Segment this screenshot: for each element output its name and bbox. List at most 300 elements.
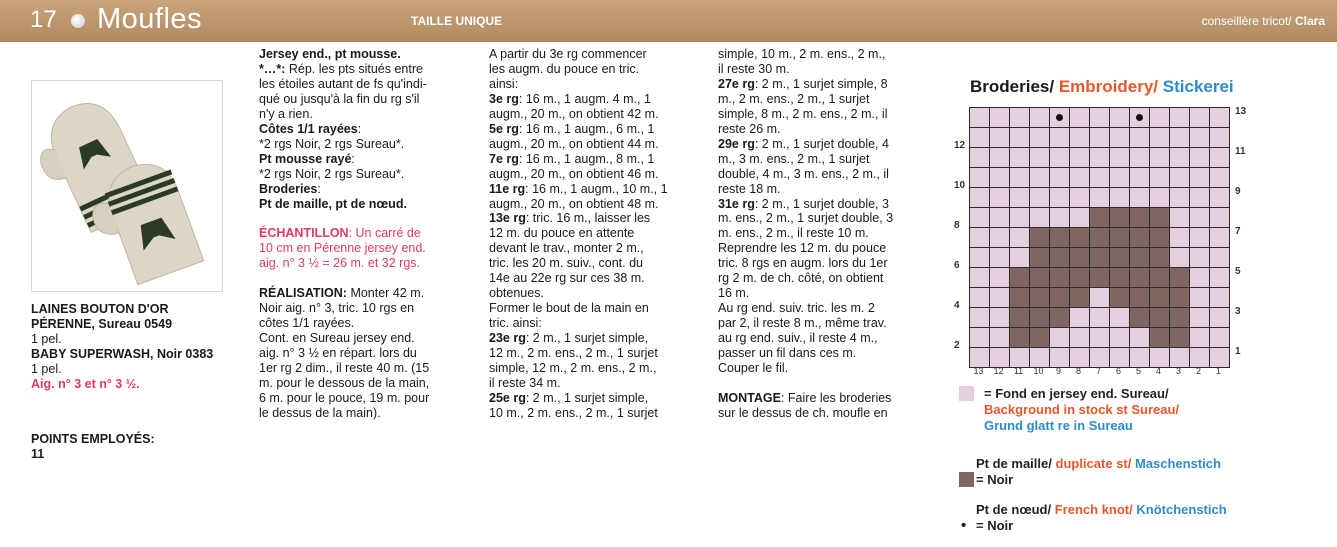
french-knot-marker (1056, 114, 1063, 121)
legend-kn-de: Knötchenstich (1136, 502, 1227, 517)
instructions-heading: RÉALISATION: (259, 286, 347, 301)
chart-cell-background (1170, 168, 1190, 188)
col3-line: sur le dessus de ch. moufle en (718, 405, 888, 420)
credit (1202, 14, 1325, 28)
chart-cell-background (1130, 328, 1150, 348)
chart-cell-background (1090, 348, 1110, 368)
gauge-heading: ÉCHANTILLON (259, 226, 349, 241)
col2-line: obtenues. (489, 286, 544, 301)
chart-cell-background (1010, 168, 1030, 188)
col3-line: rg 2 m. de ch. côté, on obtient (718, 271, 884, 286)
chart-cell-stitch (1170, 328, 1190, 348)
yarn2-qty: 1 pel. (31, 362, 62, 376)
row-label: 27e rg (718, 76, 755, 91)
row-label: 25e rg (489, 390, 526, 405)
chart-cell-stitch (1050, 268, 1070, 288)
chart-cell-background (1030, 188, 1050, 208)
row-label: 13e rg (489, 211, 526, 226)
chart-cell-background (970, 168, 990, 188)
mittens-illustration (32, 81, 222, 291)
row-text: : 16 m., 1 augm., 10 m., 1 (525, 181, 668, 196)
chart-cell-background (1030, 148, 1050, 168)
chart-cell-background (1030, 128, 1050, 148)
row-label: 31e rg (718, 196, 755, 211)
col3-line (718, 77, 934, 92)
chart-cell-stitch (1130, 228, 1150, 248)
row-text: : tric. 16 m., laisser les (525, 211, 651, 226)
chart-cell-stitch (1030, 268, 1050, 288)
chart-cell-background (970, 348, 990, 368)
knot-bullet-icon: • (961, 517, 967, 534)
row-text: : 2 m., 1 surjet simple, (525, 331, 649, 346)
chart-cell-background (1090, 188, 1110, 208)
colon: : (357, 121, 362, 136)
star-def: Rép. les pts situés entre (285, 61, 423, 76)
col3-line: tric. 8 rgs en augm. lors du 1er (718, 256, 888, 271)
chart-cell-background (1130, 128, 1150, 148)
chart-cell-background (1010, 188, 1030, 208)
col1-line (259, 182, 475, 197)
text-column-1 (259, 47, 475, 421)
col1-line: aig. n° 3 ½ en répart. lors du (259, 346, 417, 361)
col1-line (259, 197, 475, 212)
chart-cell-background (990, 168, 1010, 188)
pattern-title: Moufles (97, 3, 203, 35)
assembly-text: : Faire les broderies (780, 390, 892, 405)
col1-line (259, 286, 475, 301)
legend-duplicate-value: = Noir (976, 472, 1014, 487)
row-label: 23e rg (489, 331, 526, 346)
pattern-number: 17 (30, 6, 57, 33)
points-block (31, 432, 155, 462)
row-label-left: 6 (954, 260, 960, 271)
row-label: 5e rg (489, 121, 519, 136)
chart-cell-background (1170, 228, 1190, 248)
col3-line: m., 3 m. ens., 2 m., 1 surjet (718, 151, 870, 166)
col1-line: les étoiles autant de fs qu'indi- (259, 76, 427, 91)
col-label: 8 (1075, 366, 1081, 376)
swatch-background (959, 386, 974, 401)
chart-cell-background (1070, 148, 1090, 168)
term-garter: Pt mousse rayé (259, 151, 352, 166)
chart-cell-background (1190, 168, 1210, 188)
points-heading: POINTS EMPLOYÉS: (31, 432, 155, 446)
chart-cell-background (1190, 148, 1210, 168)
legend-knot-title (976, 502, 1227, 518)
credit-name: Clara (1294, 14, 1325, 28)
chart-cell-background (990, 348, 1010, 368)
row-label-right: 1 (1235, 346, 1241, 357)
yarn1-qty: 1 pel. (31, 332, 62, 346)
row-label-left: 10 (954, 180, 966, 191)
chart-cell-background (1190, 188, 1210, 208)
chart-cell-background (1050, 208, 1070, 228)
chart-cell-stitch (1130, 248, 1150, 268)
chart-cell-background (1050, 188, 1070, 208)
chart-cell-stitch (1050, 308, 1070, 328)
chart-cell-background (1210, 208, 1230, 228)
chart-cell-background (1110, 108, 1130, 128)
chart-title (970, 77, 1234, 97)
col2-line: augm., 20 m., on obtient 46 m. (489, 166, 659, 181)
chart-cell-background (1170, 128, 1190, 148)
chart-cell-background (1030, 108, 1050, 128)
chart-cell-background (970, 108, 990, 128)
chart-cell-stitch (1150, 248, 1170, 268)
col2-line: Former le bout de la main en (489, 301, 649, 316)
col2-line: augm., 20 m., on obtient 42 m. (489, 106, 659, 121)
chart-cell-stitch (1070, 248, 1090, 268)
legend-kn-en: French knot/ (1054, 502, 1133, 517)
chart-cell-background (1030, 348, 1050, 368)
col-label: 2 (1195, 366, 1201, 376)
chart-cell-background (1070, 328, 1090, 348)
col3-line: m. ens., 2 m., il reste 10 m. (718, 226, 869, 241)
embroidery-stitches: Pt de maille, pt de nœud. (259, 196, 407, 211)
chart-cell-background (1210, 168, 1230, 188)
chart-cell-stitch (1010, 288, 1030, 308)
chart-cell-background (1090, 308, 1110, 328)
chart-cell-stitch (1010, 308, 1030, 328)
chart-cell-background (970, 188, 990, 208)
chart-cell-background (1150, 188, 1170, 208)
chart-cell-stitch (1090, 208, 1110, 228)
chart-cell-stitch (1030, 248, 1050, 268)
chart-cell-background (1170, 108, 1190, 128)
chart-cell-background (1090, 288, 1110, 308)
chart-cell-background (1130, 168, 1150, 188)
chart-cell-background (990, 248, 1010, 268)
chart-cell-stitch (1010, 268, 1030, 288)
row-text: : 2 m., 1 surjet double, 4 (754, 136, 889, 151)
chart-cell-background (1070, 168, 1090, 188)
chart-cell-background (1110, 128, 1130, 148)
row-label-right: 3 (1235, 306, 1241, 317)
chart-cell-background (990, 228, 1010, 248)
col3-line: 16 m. (718, 286, 750, 301)
chart-cell-stitch (1110, 228, 1130, 248)
chart-cell-background (1130, 348, 1150, 368)
size-label: TAILLE UNIQUE (411, 14, 503, 28)
chart-cell-background (1190, 128, 1210, 148)
chart-cell-background (1210, 228, 1230, 248)
chart-cell-background (1210, 348, 1230, 368)
col2-line (489, 391, 703, 406)
row-label: 11e rg (489, 181, 526, 196)
row-label-right: 13 (1235, 106, 1247, 117)
term-embroidery: Broderies (259, 181, 318, 196)
chart-cell-background (970, 228, 990, 248)
chart-cell-background (970, 128, 990, 148)
spacer (259, 271, 475, 286)
legend-bg-fr: = Fond en jersey end. Sureau/ (984, 386, 1169, 401)
chart-cell-stitch (1050, 248, 1070, 268)
col-label: 10 (1033, 366, 1044, 376)
col3-line: simple, 10 m., 2 m. ens., 2 m., (718, 47, 886, 61)
legend-bg-en: Background in stock st Sureau/ (984, 402, 1180, 417)
col3-line: m., 2 m. ens., 2 m., 1 surjet (718, 91, 870, 106)
col1-line: *2 rgs Noir, 2 rgs Sureau*. (259, 166, 405, 181)
text-column-2 (489, 47, 703, 421)
col2-line: il reste 34 m. (489, 375, 561, 390)
chart-cell-background (1170, 188, 1190, 208)
spacer (259, 211, 475, 226)
chart-cell-background (1150, 168, 1170, 188)
chart-cell-background (1070, 348, 1090, 368)
chart-cell-background (990, 108, 1010, 128)
chart-cell-stitch (1050, 288, 1070, 308)
chart-cell-background (1210, 148, 1230, 168)
chart-cell-background (1010, 348, 1030, 368)
colon: : (317, 181, 321, 196)
chart-title-fr: Broderies/ (970, 77, 1055, 96)
chart-cell-background (1190, 328, 1210, 348)
col2-line: 12 m. du pouce en attente (489, 226, 635, 241)
col1-line (259, 47, 475, 62)
credit-prefix: conseillère tricot/ (1201, 14, 1292, 28)
chart-cell-background (1210, 308, 1230, 328)
chart-cell-stitch (1170, 268, 1190, 288)
col1-line: le dessus de la main). (259, 405, 381, 420)
chart-cell-background (1110, 168, 1130, 188)
chart-cell-background (1210, 268, 1230, 288)
chart-cell-background (1190, 308, 1210, 328)
row-label-right: 9 (1235, 186, 1241, 197)
legend-ms-fr: Pt de maille/ (976, 456, 1052, 471)
row-text: : 16 m., 1 augm. 4 m., 1 (518, 91, 651, 106)
chart-cell-background (1190, 208, 1210, 228)
chart-cell-stitch (1130, 288, 1150, 308)
col1-line: Cont. en Sureau jersey end. (259, 331, 415, 346)
chart-cell-stitch (1030, 308, 1050, 328)
chart-cell-background (1070, 188, 1090, 208)
row-label-left: 4 (954, 300, 960, 311)
chart-cell-background (1070, 128, 1090, 148)
chart-cell-background (1110, 308, 1130, 328)
col3-line: reste 18 m. (718, 181, 781, 196)
chart-cell-stitch (1070, 268, 1090, 288)
chart-cell-stitch (1150, 268, 1170, 288)
chart-cell-background (1110, 188, 1130, 208)
chart-cell-background (970, 328, 990, 348)
chart-cell-background (1070, 108, 1090, 128)
col2-line (489, 122, 703, 137)
chart-cell-background (1110, 148, 1130, 168)
col1-line: Noir aig. n° 3, tric. 10 rgs en (259, 301, 415, 316)
row-label: 29e rg (718, 136, 755, 151)
chart-cell-background (1070, 208, 1090, 228)
row-label-left: 8 (954, 220, 960, 231)
french-knot-marker (1136, 114, 1143, 121)
chart-cell-stitch (1050, 228, 1070, 248)
col2-line: simple, 12 m., 2 m. ens., 2 m., (489, 361, 657, 376)
row-label-right: 7 (1235, 226, 1241, 237)
row-label-left: 2 (954, 340, 960, 351)
chart-cell-background (1010, 128, 1030, 148)
row-text: : 16 m., 1 augm., 6 m., 1 (518, 121, 655, 136)
chart-cell-background (1030, 208, 1050, 228)
chart-title-en: Embroidery/ (1058, 77, 1159, 96)
chart-cell-background (970, 148, 990, 168)
col2-line: 10 m., 2 m. ens., 2 m., 1 surjet (489, 405, 658, 420)
chart-cell-background (1010, 108, 1030, 128)
col2-line: 14e au 22e rg sur ces 38 m. (489, 271, 645, 286)
chart-cell-background (990, 268, 1010, 288)
chart-cell-background (1090, 128, 1110, 148)
row-label-left: 12 (954, 140, 966, 151)
legend-background (984, 386, 1179, 434)
chart-cell-background (1210, 128, 1230, 148)
chart-cell-background (1050, 128, 1070, 148)
chart-cell-stitch (1170, 288, 1190, 308)
chart-cell-stitch (1130, 308, 1150, 328)
chart-cell-background (1090, 108, 1110, 128)
chart-cell-background (1190, 348, 1210, 368)
chart-cell-stitch (1150, 288, 1170, 308)
chart-cell-stitch (1030, 288, 1050, 308)
col1-line: 6 m. pour le pouce, 19 m. pour (259, 391, 430, 406)
col1-line: 1er rg 2 dim., il reste 40 m. (15 (259, 361, 430, 376)
chart-cell-background (1150, 128, 1170, 148)
chart-cell-background (970, 248, 990, 268)
row-label: 7e rg (489, 151, 519, 166)
legend-ms-de: Maschenstich (1134, 456, 1221, 471)
chart-cell-background (1010, 148, 1030, 168)
chart-cell-background (1050, 348, 1070, 368)
col1-line: aig. n° 3 ½ = 26 m. et 32 rgs. (259, 256, 420, 271)
needles: Aig. n° 3 et n° 3 ½. (31, 377, 140, 391)
col-label: 9 (1055, 366, 1061, 376)
chart-cell-background (1090, 168, 1110, 188)
chart-cell-background (1130, 148, 1150, 168)
chart-cell-background (1190, 288, 1210, 308)
col1-line (259, 122, 475, 137)
chart-cell-stitch (1110, 268, 1130, 288)
chart-cell-background (970, 208, 990, 228)
text-column-3 (718, 47, 934, 421)
chart-cell-stitch (1130, 208, 1150, 228)
chart-cell-background (990, 288, 1010, 308)
term-rib: Côtes 1/1 rayées (259, 121, 358, 136)
col1-line: côtes 1/1 rayées. (259, 316, 355, 331)
ball-icon (71, 14, 85, 28)
chart-cell-background (1070, 308, 1090, 328)
col-label: 3 (1175, 366, 1181, 376)
chart-cell-background (990, 148, 1010, 168)
chart-cell-background (1010, 228, 1030, 248)
legend-knot-value: = Noir (976, 518, 1014, 533)
chart-cell-background (970, 268, 990, 288)
chart-cell-background (1170, 348, 1190, 368)
spacer (718, 376, 934, 391)
row-text: : 2 m., 1 surjet simple, (525, 390, 649, 405)
chart-cell-stitch (1110, 248, 1130, 268)
col-label: 12 (993, 366, 1004, 376)
col3-line: simple, 8 m., 2 m. ens., 2 m., il (718, 106, 888, 121)
col1-line: m. pour le dessous de la main, (259, 376, 430, 391)
chart-cell-background (1050, 328, 1070, 348)
col-label: 13 (973, 366, 984, 376)
chart-title-de: Stickerei (1162, 77, 1234, 96)
col1-line: *2 rgs Noir, 2 rgs Sureau*. (259, 136, 405, 151)
instructions-text: Monter 42 m. (346, 286, 425, 301)
row-text: : 2 m., 1 surjet simple, 8 (754, 76, 888, 91)
chart-cell-background (1210, 188, 1230, 208)
chart-cell-stitch (1150, 208, 1170, 228)
chart-cell-background (970, 288, 990, 308)
yarn2-name: BABY SUPERWASH, Noir 0383 (31, 347, 214, 361)
col3-line: par 2, il reste 8 m., même trav. (718, 316, 887, 331)
col2-line: tric. les 20 m. suiv., cont. du (489, 256, 643, 271)
legend-bg-de: Grund glatt re in Sureau (984, 418, 1133, 433)
col-label: 5 (1135, 366, 1141, 376)
col2-line (489, 152, 703, 167)
chart-cell-stitch (1070, 288, 1090, 308)
col-label: 6 (1115, 366, 1121, 376)
col-label: 11 (1013, 366, 1024, 376)
col2-line (489, 211, 703, 226)
col2-line: augm., 20 m., on obtient 44 m. (489, 136, 659, 151)
chart-cell-background (1210, 108, 1230, 128)
row-label-right: 11 (1235, 146, 1246, 157)
chart-cell-background (1190, 268, 1210, 288)
chart-cell-stitch (1150, 308, 1170, 328)
col3-line (718, 391, 934, 406)
col3-line: double, 4 m., 3 m. ens., 2 m., il (718, 166, 889, 181)
col3-line: passer un fil dans ces m. (718, 346, 857, 361)
chart-cell-background (1090, 148, 1110, 168)
chart-cell-background (990, 328, 1010, 348)
materials-block (31, 302, 231, 392)
stitches-list: Jersey end., pt mousse. (259, 47, 401, 61)
col2-line: A partir du 3e rg commencer (489, 47, 647, 61)
chart-cell-background (1030, 168, 1050, 188)
assembly-heading: MONTAGE (718, 390, 781, 405)
col3-line: Reprendre les 12 m. du pouce (718, 241, 887, 256)
chart-cell-background (1210, 288, 1230, 308)
col3-line: m. ens., 2 m., 1 surjet double, 3 (718, 211, 894, 226)
col3-line: au rg end. suiv., il reste 4 m., (718, 331, 878, 346)
chart-cell-background (990, 128, 1010, 148)
col1-line (259, 226, 475, 241)
chart-cell-background (1190, 228, 1210, 248)
col3-line: Au rg end. suiv. tric. les m. 2 (718, 301, 875, 316)
row-label-right: 5 (1235, 266, 1241, 277)
col2-line: les augm. du pouce en tric. (489, 61, 640, 76)
col-label: 4 (1155, 366, 1161, 376)
chart-cell-stitch (1130, 268, 1150, 288)
col1-line: n'y a rien. (259, 106, 313, 121)
chart-cell-stitch (1170, 308, 1190, 328)
chart-cell-stitch (1090, 268, 1110, 288)
chart-cell-background (1150, 348, 1170, 368)
embroidery-chart (969, 107, 1230, 368)
col3-line (718, 137, 934, 152)
chart-cell-stitch (1070, 228, 1090, 248)
col1-line: 10 cm en Pérenne jersey end. (259, 241, 426, 256)
legend-kn-fr: Pt de nœud/ (976, 502, 1052, 517)
yarn1-name: LAINES BOUTON D'OR PÉRENNE, Sureau 0549 (31, 302, 173, 331)
col1-line (259, 62, 475, 77)
chart-cell-background (990, 208, 1010, 228)
star-term: *…*: (259, 61, 286, 76)
col3-line: il reste 30 m. (718, 61, 790, 76)
chart-cell-background (1150, 108, 1170, 128)
row-text: : 16 m., 1 augm., 8 m., 1 (518, 151, 655, 166)
chart-cell-background (970, 308, 990, 328)
chart-cell-stitch (1110, 288, 1130, 308)
chart-cell-background (1010, 208, 1030, 228)
